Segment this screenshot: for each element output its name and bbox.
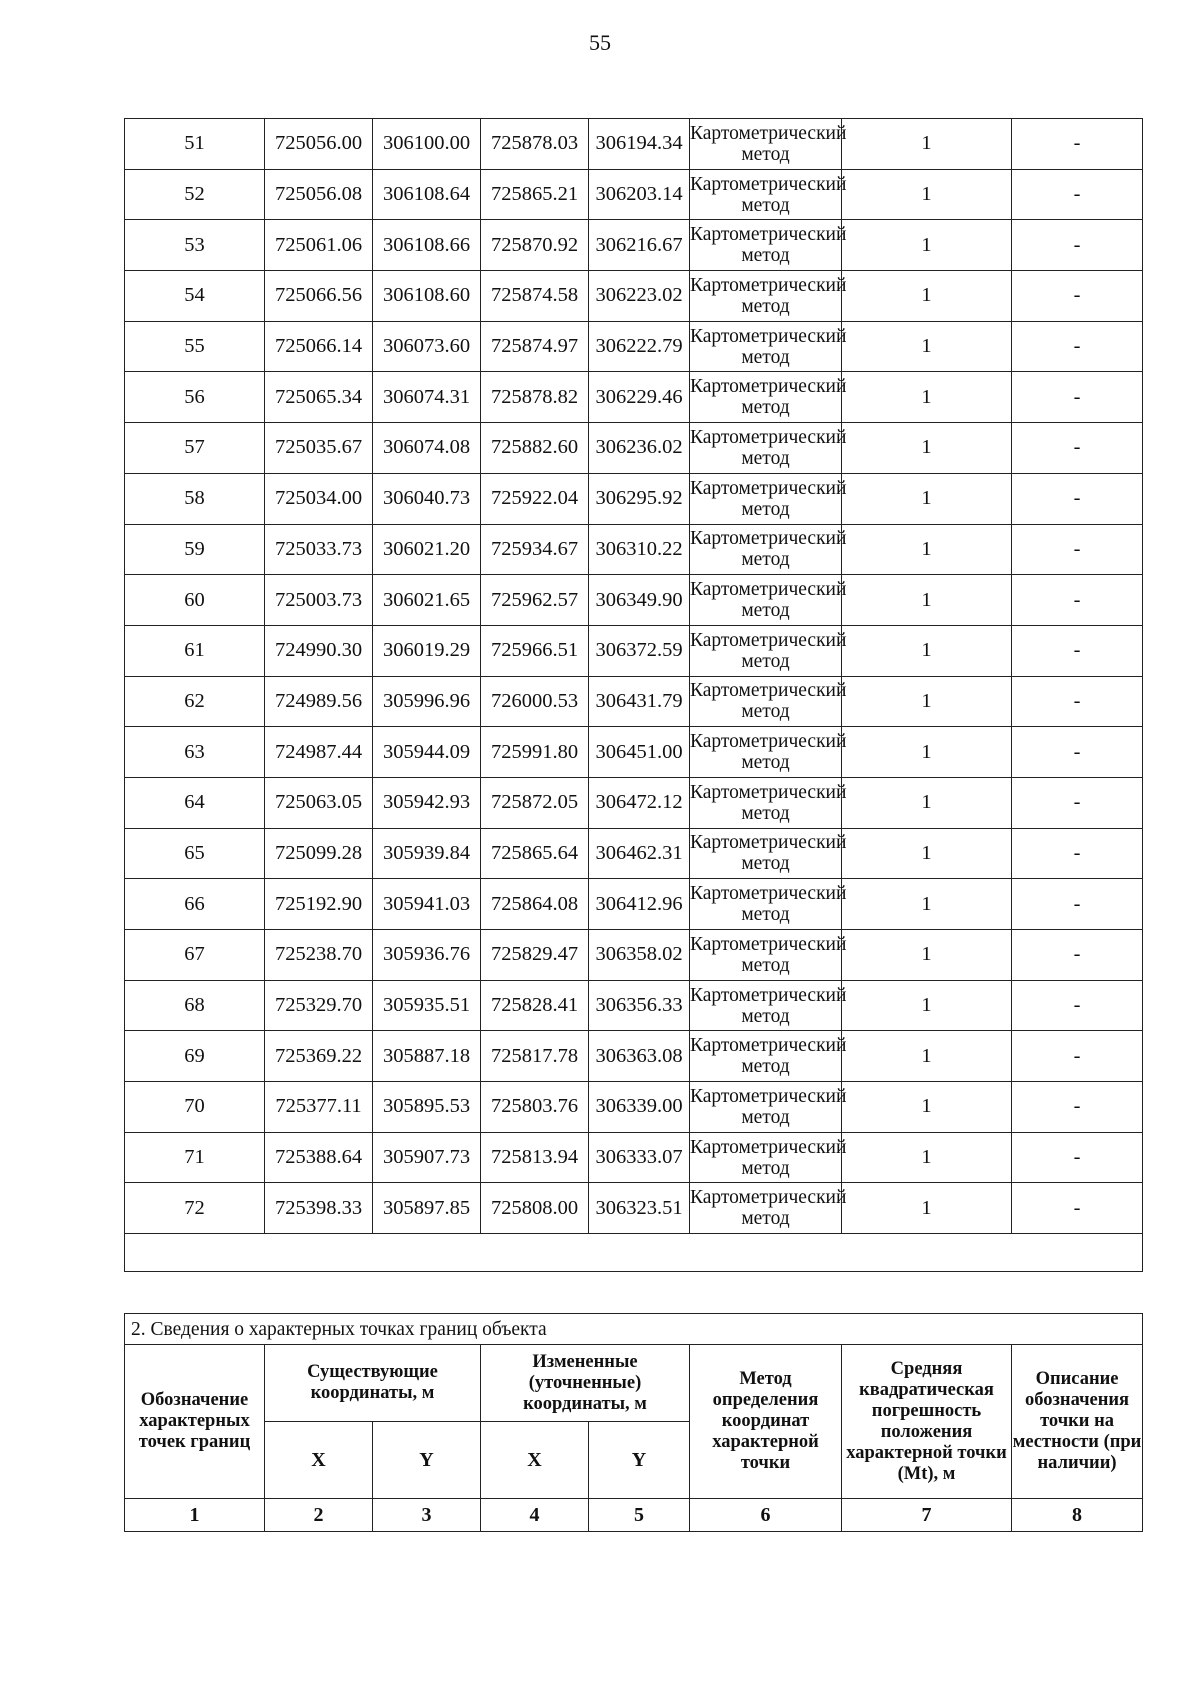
accuracy-cell: 1 (842, 372, 1012, 423)
accuracy-cell: 1 (842, 879, 1012, 930)
accuracy-cell: 1 (842, 777, 1012, 828)
changed-y-cell: 306472.12 (589, 777, 690, 828)
existing-y-cell: 305887.18 (373, 1031, 481, 1082)
table-row (125, 1132, 1143, 1183)
accuracy-cell: 1 (842, 676, 1012, 727)
existing-x-cell: 724987.44 (265, 727, 373, 778)
description-cell: - (1012, 1183, 1143, 1234)
column-number: 7 (842, 1499, 1012, 1532)
changed-x-cell: 725803.76 (481, 1082, 589, 1133)
changed-y-cell: 306323.51 (589, 1183, 690, 1234)
description-cell: - (1012, 676, 1143, 727)
existing-y-cell: 306108.66 (373, 220, 481, 271)
point-number-cell: 72 (125, 1183, 265, 1234)
accuracy-cell: 1 (842, 321, 1012, 372)
point-number-cell: 64 (125, 777, 265, 828)
column-number: 5 (589, 1499, 690, 1532)
existing-x-cell: 725056.08 (265, 169, 373, 220)
changed-y-cell: 306295.92 (589, 473, 690, 524)
header-changed-coordinates: Измененные (уточненные) координаты, м (481, 1345, 690, 1422)
accuracy-cell: 1 (842, 828, 1012, 879)
table-row (125, 423, 1143, 474)
method-cell: Картометрический метод (690, 676, 842, 727)
changed-x-cell: 725817.78 (481, 1031, 589, 1082)
changed-x-cell: 725874.97 (481, 321, 589, 372)
method-cell: Картометрический метод (690, 930, 842, 981)
method-cell: Картометрический метод (690, 524, 842, 575)
method-cell: Картометрический метод (690, 119, 842, 170)
existing-y-cell: 306073.60 (373, 321, 481, 372)
description-cell: - (1012, 625, 1143, 676)
existing-y-cell: 306074.31 (373, 372, 481, 423)
changed-x-cell: 725829.47 (481, 930, 589, 981)
point-number-cell: 53 (125, 220, 265, 271)
point-number-cell: 58 (125, 473, 265, 524)
point-number-cell: 70 (125, 1082, 265, 1133)
header-existing-coordinates: Существующие координаты, м (265, 1345, 481, 1422)
existing-x-cell: 725388.64 (265, 1132, 373, 1183)
method-cell: Картометрический метод (690, 271, 842, 322)
accuracy-cell: 1 (842, 1082, 1012, 1133)
existing-y-cell: 305939.84 (373, 828, 481, 879)
column-number: 1 (125, 1499, 265, 1532)
table-row (125, 879, 1143, 930)
existing-x-cell: 725066.56 (265, 271, 373, 322)
existing-y-cell: 306100.00 (373, 119, 481, 170)
accuracy-cell: 1 (842, 524, 1012, 575)
table-row (125, 980, 1143, 1031)
point-number-cell: 71 (125, 1132, 265, 1183)
point-number-cell: 51 (125, 119, 265, 170)
method-cell: Картометрический метод (690, 1183, 842, 1234)
description-cell: - (1012, 423, 1143, 474)
table-row (125, 676, 1143, 727)
changed-x-cell: 725874.58 (481, 271, 589, 322)
changed-y-cell: 306222.79 (589, 321, 690, 372)
description-cell: - (1012, 169, 1143, 220)
existing-y-cell: 305895.53 (373, 1082, 481, 1133)
description-cell: - (1012, 372, 1143, 423)
existing-y-cell: 305907.73 (373, 1132, 481, 1183)
existing-x-cell: 725003.73 (265, 575, 373, 626)
changed-x-cell: 725962.57 (481, 575, 589, 626)
table-row (125, 473, 1143, 524)
changed-y-cell: 306349.90 (589, 575, 690, 626)
point-number-cell: 63 (125, 727, 265, 778)
method-cell: Картометрический метод (690, 220, 842, 271)
changed-x-cell: 725966.51 (481, 625, 589, 676)
table-row (125, 777, 1143, 828)
existing-x-cell: 725398.33 (265, 1183, 373, 1234)
existing-x-cell: 725066.14 (265, 321, 373, 372)
changed-y-cell: 306372.59 (589, 625, 690, 676)
method-cell: Картометрический метод (690, 321, 842, 372)
method-cell: Картометрический метод (690, 777, 842, 828)
method-cell: Картометрический метод (690, 727, 842, 778)
existing-y-cell: 305996.96 (373, 676, 481, 727)
method-cell: Картометрический метод (690, 423, 842, 474)
existing-x-cell: 724989.56 (265, 676, 373, 727)
table-row (125, 1082, 1143, 1133)
changed-x-cell: 725934.67 (481, 524, 589, 575)
method-cell: Картометрический метод (690, 625, 842, 676)
description-cell: - (1012, 777, 1143, 828)
column-number: 6 (690, 1499, 842, 1532)
method-cell: Картометрический метод (690, 1132, 842, 1183)
changed-x-cell: 725878.03 (481, 119, 589, 170)
changed-x-cell: 725813.94 (481, 1132, 589, 1183)
changed-y-cell: 306310.22 (589, 524, 690, 575)
table-row (125, 169, 1143, 220)
table-row (125, 828, 1143, 879)
table-row (125, 1183, 1143, 1234)
column-number: 4 (481, 1499, 589, 1532)
page-number: 55 (589, 30, 611, 55)
description-cell: - (1012, 1031, 1143, 1082)
description-cell: - (1012, 473, 1143, 524)
method-cell: Картометрический метод (690, 575, 842, 626)
existing-y-cell: 306019.29 (373, 625, 481, 676)
changed-y-cell: 306223.02 (589, 271, 690, 322)
point-number-cell: 56 (125, 372, 265, 423)
changed-x-cell: 725991.80 (481, 727, 589, 778)
existing-y-cell: 306040.73 (373, 473, 481, 524)
accuracy-cell: 1 (842, 473, 1012, 524)
changed-y-cell: 306229.46 (589, 372, 690, 423)
table-row (125, 625, 1143, 676)
point-number-cell: 62 (125, 676, 265, 727)
header-method: Метод определения координат характерной точки (690, 1345, 842, 1499)
accuracy-cell: 1 (842, 169, 1012, 220)
changed-y-cell: 306431.79 (589, 676, 690, 727)
point-number-cell: 57 (125, 423, 265, 474)
description-cell: - (1012, 930, 1143, 981)
section2-table (124, 1313, 1143, 1532)
description-cell: - (1012, 575, 1143, 626)
existing-x-cell: 725056.00 (265, 119, 373, 170)
changed-y-cell: 306356.33 (589, 980, 690, 1031)
accuracy-cell: 1 (842, 930, 1012, 981)
description-cell: - (1012, 220, 1143, 271)
changed-x-cell: 725872.05 (481, 777, 589, 828)
description-cell: - (1012, 1132, 1143, 1183)
point-number-cell: 69 (125, 1031, 265, 1082)
changed-y-cell: 306216.67 (589, 220, 690, 271)
description-cell: - (1012, 271, 1143, 322)
existing-x-cell: 725369.22 (265, 1031, 373, 1082)
existing-y-cell: 305942.93 (373, 777, 481, 828)
accuracy-cell: 1 (842, 220, 1012, 271)
accuracy-cell: 1 (842, 575, 1012, 626)
changed-y-cell: 306203.14 (589, 169, 690, 220)
header-existing-y: Y (373, 1422, 481, 1499)
changed-y-cell: 306412.96 (589, 879, 690, 930)
changed-x-cell: 725808.00 (481, 1183, 589, 1234)
empty-row (125, 1234, 1143, 1272)
changed-x-cell: 725882.60 (481, 423, 589, 474)
header-existing-x: X (265, 1422, 373, 1499)
existing-x-cell: 725099.28 (265, 828, 373, 879)
accuracy-cell: 1 (842, 1183, 1012, 1234)
accuracy-cell: 1 (842, 727, 1012, 778)
column-number: 2 (265, 1499, 373, 1532)
existing-y-cell: 306021.20 (373, 524, 481, 575)
existing-y-cell: 305936.76 (373, 930, 481, 981)
accuracy-cell: 1 (842, 271, 1012, 322)
changed-y-cell: 306236.02 (589, 423, 690, 474)
method-cell: Картометрический метод (690, 980, 842, 1031)
point-number-cell: 65 (125, 828, 265, 879)
changed-x-cell: 725870.92 (481, 220, 589, 271)
existing-y-cell: 306074.08 (373, 423, 481, 474)
table-row (125, 220, 1143, 271)
method-cell: Картометрический метод (690, 828, 842, 879)
existing-y-cell: 305897.85 (373, 1183, 481, 1234)
changed-y-cell: 306194.34 (589, 119, 690, 170)
point-number-cell: 67 (125, 930, 265, 981)
accuracy-cell: 1 (842, 1031, 1012, 1082)
changed-x-cell: 726000.53 (481, 676, 589, 727)
table-row (125, 930, 1143, 981)
changed-y-cell: 306451.00 (589, 727, 690, 778)
changed-y-cell: 306462.31 (589, 828, 690, 879)
existing-y-cell: 306108.60 (373, 271, 481, 322)
description-cell: - (1012, 119, 1143, 170)
method-cell: Картометрический метод (690, 372, 842, 423)
accuracy-cell: 1 (842, 423, 1012, 474)
point-number-cell: 55 (125, 321, 265, 372)
existing-x-cell: 725063.05 (265, 777, 373, 828)
changed-y-cell: 306333.07 (589, 1132, 690, 1183)
point-number-cell: 61 (125, 625, 265, 676)
table-row (125, 271, 1143, 322)
section2-title: 2. Сведения о характерных точках границ объекта (125, 1314, 1143, 1345)
point-number-cell: 60 (125, 575, 265, 626)
description-cell: - (1012, 828, 1143, 879)
coordinates-table (124, 118, 1143, 1272)
point-number-cell: 52 (125, 169, 265, 220)
changed-x-cell: 725865.64 (481, 828, 589, 879)
description-cell: - (1012, 524, 1143, 575)
description-cell: - (1012, 321, 1143, 372)
table-row (125, 575, 1143, 626)
header-description: Описание обозначения точки на местности (при наличии) (1012, 1345, 1143, 1499)
existing-x-cell: 725065.34 (265, 372, 373, 423)
table-row (125, 727, 1143, 778)
description-cell: - (1012, 980, 1143, 1031)
method-cell: Картометрический метод (690, 1082, 842, 1133)
existing-x-cell: 725061.06 (265, 220, 373, 271)
existing-y-cell: 306021.65 (373, 575, 481, 626)
point-number-cell: 66 (125, 879, 265, 930)
table-row (125, 321, 1143, 372)
existing-x-cell: 725035.67 (265, 423, 373, 474)
table-row (125, 524, 1143, 575)
existing-x-cell: 725034.00 (265, 473, 373, 524)
changed-y-cell: 306358.02 (589, 930, 690, 981)
existing-x-cell: 725329.70 (265, 980, 373, 1031)
method-cell: Картометрический метод (690, 473, 842, 524)
table-row (125, 119, 1143, 170)
column-number: 8 (1012, 1499, 1143, 1532)
changed-x-cell: 725922.04 (481, 473, 589, 524)
method-cell: Картометрический метод (690, 879, 842, 930)
method-cell: Картометрический метод (690, 1031, 842, 1082)
changed-y-cell: 306339.00 (589, 1082, 690, 1133)
table-row (125, 1031, 1143, 1082)
existing-y-cell: 305941.03 (373, 879, 481, 930)
existing-y-cell: 305944.09 (373, 727, 481, 778)
accuracy-cell: 1 (842, 625, 1012, 676)
header-changed-y: Y (589, 1422, 690, 1499)
table-row (125, 372, 1143, 423)
accuracy-cell: 1 (842, 1132, 1012, 1183)
point-number-cell: 59 (125, 524, 265, 575)
changed-x-cell: 725878.82 (481, 372, 589, 423)
existing-y-cell: 305935.51 (373, 980, 481, 1031)
changed-x-cell: 725828.41 (481, 980, 589, 1031)
column-number: 3 (373, 1499, 481, 1532)
point-number-cell: 54 (125, 271, 265, 322)
changed-x-cell: 725865.21 (481, 169, 589, 220)
accuracy-cell: 1 (842, 119, 1012, 170)
description-cell: - (1012, 727, 1143, 778)
existing-x-cell: 725033.73 (265, 524, 373, 575)
header-point-designation: Обозначение характерных точек границ (125, 1345, 265, 1499)
existing-x-cell: 725192.90 (265, 879, 373, 930)
point-number-cell: 68 (125, 980, 265, 1031)
method-cell: Картометрический метод (690, 169, 842, 220)
changed-x-cell: 725864.08 (481, 879, 589, 930)
accuracy-cell: 1 (842, 980, 1012, 1031)
description-cell: - (1012, 1082, 1143, 1133)
existing-y-cell: 306108.64 (373, 169, 481, 220)
existing-x-cell: 724990.30 (265, 625, 373, 676)
empty-cell (125, 1234, 1143, 1272)
header-accuracy: Средняя квадратическая погрешность положения характерной точки (Mt), м (842, 1345, 1012, 1499)
existing-x-cell: 725238.70 (265, 930, 373, 981)
changed-y-cell: 306363.08 (589, 1031, 690, 1082)
existing-x-cell: 725377.11 (265, 1082, 373, 1133)
header-changed-x: X (481, 1422, 589, 1499)
description-cell: - (1012, 879, 1143, 930)
